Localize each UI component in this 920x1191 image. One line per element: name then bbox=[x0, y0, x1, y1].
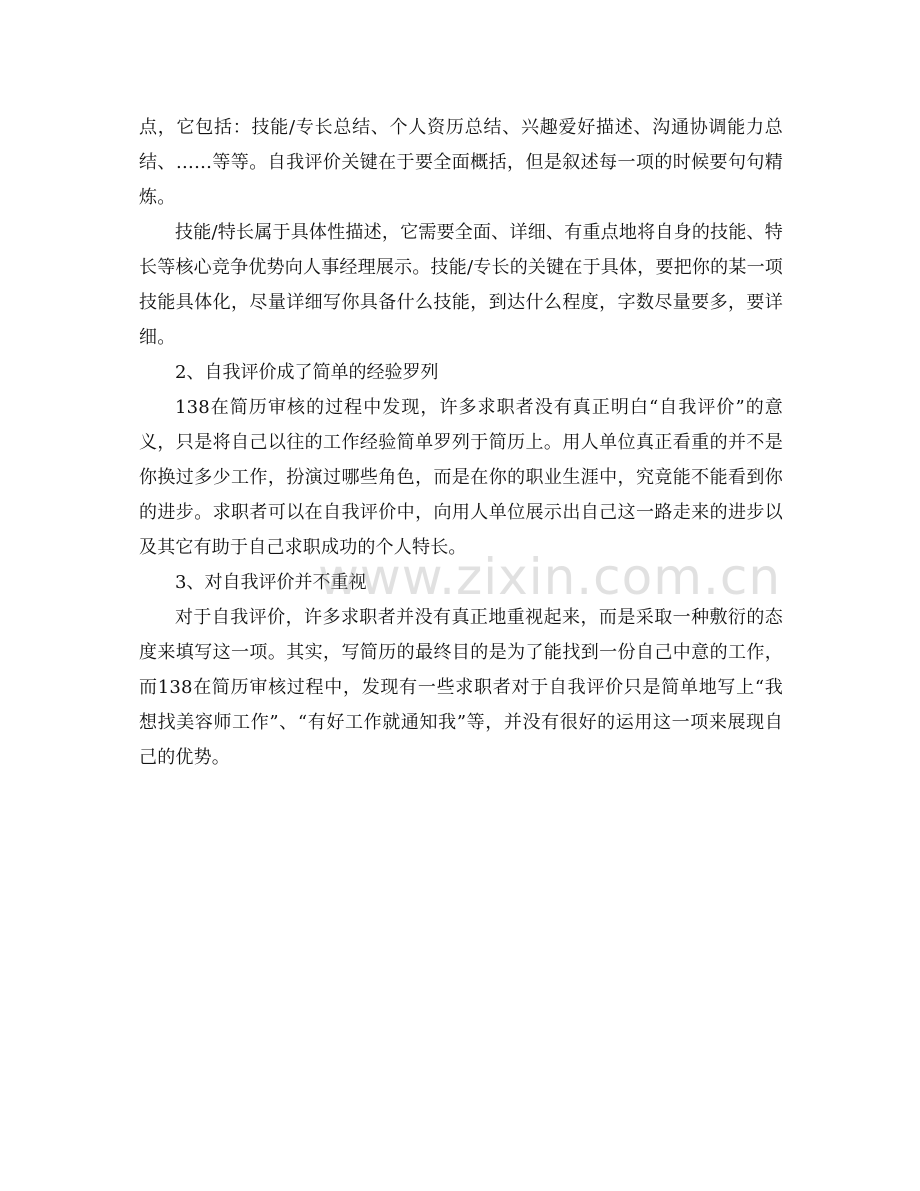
paragraph-experience-list: 138在简历审核的过程中发现，许多求职者没有真正明白“自我评价”的意义，只是将自己以往的工作经验简单罗列于简历上。用人单位真正看重的并不是你换过多少工作，扮演过哪些角色，而是在你的职业生涯中，究竟能不能看到你的进步。求职者可以在自我评价中，向用人单位展示出自己这一路走来的进步以及其它有助于自己求职成功的个人特长。 bbox=[139, 397, 783, 558]
paragraph-not-valued: 对于自我评价，许多求职者并没有真正地重视起来，而是采取一种敷衍的态度来填写这一项。其实，写简历的最终目的是为了能找到一份自己中意的工作，而138在简历审核过程中，发现有一些求职者对于自我评价只是简单地写上“我想找美容师工作”、“有好工作就通知我”等，并没有很好的运用这一项来展现自己的优势。 bbox=[139, 607, 783, 768]
watermark: www.zixin.com.cn bbox=[318, 548, 782, 606]
paragraph-continuation: 点，它包括：技能/专长总结、个人资历总结、兴趣爱好描述、沟通协调能力总结、……等等。自我评价关键在于要全面概括，但是叙述每一项的时候要句句精炼。 bbox=[139, 117, 783, 208]
paragraph-skills: 技能/特长属于具体性描述，它需要全面、详细、有重点地将自身的技能、特长等核心竞争优势向人事经理展示。技能/专长的关键在于具体，要把你的某一项技能具体化，尽量详细写你具备什么技能，到达什么程度，字数尽量要多，要详细。 bbox=[139, 222, 783, 348]
section-heading-2: 2、自我评价成了简单的经验罗列 bbox=[175, 362, 439, 383]
section-heading-3: 3、对自我评价并不重视 bbox=[175, 572, 367, 593]
document-body bbox=[139, 110, 783, 775]
